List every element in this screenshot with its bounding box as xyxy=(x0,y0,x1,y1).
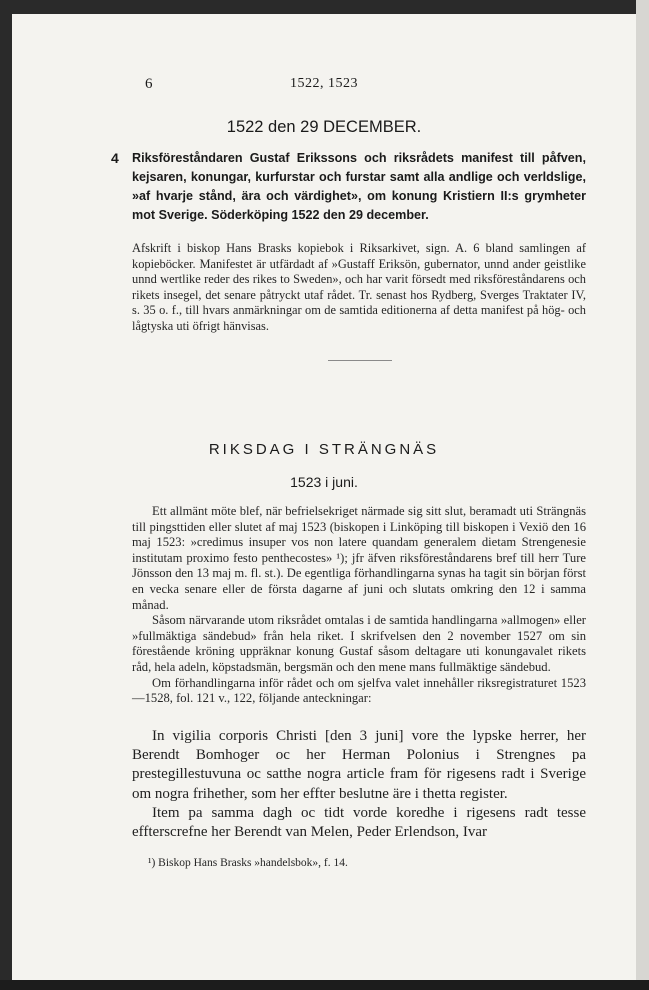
page-edge xyxy=(636,0,649,990)
date-heading: 1522 den 29 DECEMBER. xyxy=(226,118,422,136)
quoted-register-text xyxy=(132,727,586,842)
paragraph: Ett allmänt möte blef, när befrielsekriget närmade sig sitt slut, beramadt uti Strängnäs till pingsttiden eller slutet af maj 1523 (biskopen i Linköping till biskopen i Vexiö den 16 maj 1523: »credimus insuper vos non latere quandam generalem dietam Strengenesie institutam proximo festo penthecostes» ¹); jfr äfven riksföreståndarens bref till herr Ture Jönsson den 13 maj m. fl. st.). De egentliga förhandlingarna synas ha tagit sin början först en vecka senare eller de första dagarne af juni och slutats omkring den 12 i samma månad. xyxy=(132,504,586,612)
book-page xyxy=(12,14,636,980)
body-text xyxy=(132,504,586,707)
section-date: 1523 i juni. xyxy=(290,474,358,490)
scan-border xyxy=(0,980,649,990)
document-title: Riksföreståndaren Gustaf Erikssons och riksrådets manifest till påfven, kejsaren, konungar, kurfurstar och furstar samt alla andlige och verldslige, »af hvarje stånd, ära och värdighet», om konung Kristiern II:s grymheter mot Sverige. Söderköping 1522 den 29 december. xyxy=(132,151,586,222)
running-head: 1522, 1523 xyxy=(290,76,358,91)
section-title: RIKSDAG I STRÄNGNÄS xyxy=(208,441,440,458)
paragraph: Såsom närvarande utom riksrådet omtalas i de samtida handlingarna »allmogen» eller »fullmäktiga sändebud» från hela riket. I skrifvelsen den 2 november 1527 om sin förestående kröning uppräknar konung Gustaf såsom deltagare uti konungavalet rikets råd, hela adeln, köpstadsmän, bergsmän och den mene mans fullmäktige sändebud. xyxy=(132,613,586,674)
section-divider xyxy=(328,360,392,361)
source-note: Afskrift i biskop Hans Brasks kopiebok i Riksarkivet, sign. A. 6 bland samlingen af kopieböcker. Manifestet är utfärdadt af »Gustaff Eriksön, gubernator, unnd ander geistlike unnd wertlike reder des rikes to Sweden», och har varit försedt med riksföreståndarens och rikets insegel, det senare påtryckt utaf rådet. Tr. senast hos Rydberg, Sverges Traktater IV, s. 35 o. f., till hvars anmärkningar om de samtida editionerna af detta manifest på hög- och lågtyska uti öfrigt hänvisas. xyxy=(132,241,586,333)
footnote: ¹) Biskop Hans Brasks »handelsbok», f. 14. xyxy=(148,857,348,869)
page-number: 6 xyxy=(145,76,153,92)
document-number: 4 xyxy=(111,150,119,166)
paragraph: Om förhandlingarna inför rådet och om sjelfva valet innehåller riksregistraturet 1523—1528, fol. 121 v., 122, följande anteckningar: xyxy=(132,675,586,706)
quote-paragraph: In vigilia corporis Christi [den 3 juni] vore the lypske herrer, her Berendt Bomhoger oc her Herman Polonius i Strengnes pa prestegillestuvuna oc satthe nogra article fram för rigesens radt i Sverige om nogra frihether, som her effter beslutne äre i thetta register. xyxy=(132,728,586,802)
quote-paragraph: Item pa samma dagh oc tidt vorde koredhe i rigesens radt tesse effterscrefne her Berendt van Melen, Peder Erlendson, Ivar xyxy=(132,804,586,841)
